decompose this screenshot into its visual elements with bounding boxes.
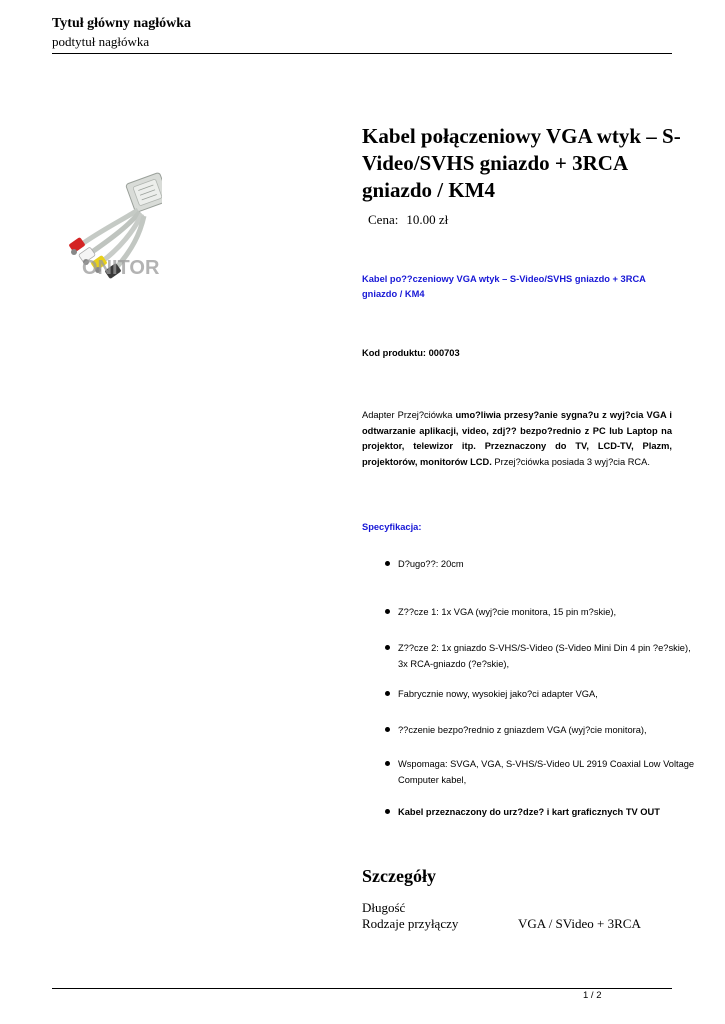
header-title: Tytuł główny nagłówka [52, 16, 191, 31]
details-label-connectors: Rodzaje przyłączy [362, 916, 459, 931]
spec-item [362, 804, 718, 820]
price-label: Cena: [368, 212, 399, 227]
vga-cable-illustration [52, 168, 162, 288]
header-subtitle: podtytuł nagłówka [52, 34, 150, 49]
details-label-length: Długość [362, 900, 406, 915]
description-part-3: Przej?ciówka posiada 3 wyj?cia RCA. [491, 456, 650, 467]
bullet-icon [385, 761, 390, 766]
bullet-icon [385, 561, 390, 566]
product-code: Kod produktu: 000703 [362, 348, 460, 358]
spec-item [362, 686, 698, 702]
spec-item-text: Wspomaga: SVGA, VGA, S-VHS/S-Video UL 2919 Coaxial Low Voltage Computer kabel, [398, 759, 695, 785]
spec-item [362, 756, 698, 788]
spec-item [362, 722, 698, 738]
description-part-2: umo?liwia przesy?anie sygna?u z wyj?cia VGA i odtwarzanie aplikacji, video, zdj?? bezpo?rednio z PC lub Laptop na projektor, telewizor itp. Przeznaczony do TV, LCD-TV, Plazm, projektorów, monitorów LCD. [362, 410, 673, 467]
details-value-connectors: VGA / SVideo + 3RCA [518, 916, 641, 931]
spec-item-text: Fabrycznie nowy, wysokiej jako?ci adapter VGA, [398, 689, 598, 699]
footer-divider [52, 988, 672, 989]
header-divider [52, 53, 672, 54]
spec-item-text: Z??cze 2: 1x gniazdo S-VHS/S-Video (S-Video Mini Din 4 pin ?e?skie), 3x RCA-gniazdo (?e?skie), [398, 643, 691, 669]
price [368, 212, 448, 228]
bullet-icon [385, 609, 390, 614]
bullet-icon [385, 727, 390, 732]
bullet-icon [385, 691, 390, 696]
spec-item-text: D?ugo??: 20cm [398, 559, 464, 569]
product-title: Kabel połączeniowy VGA wtyk – S-Video/SVHS gniazdo + 3RCA gniazdo / KM4 [362, 124, 681, 202]
spec-item-text: ??czenie bezpo?rednio z gniazdem VGA (wyj?cie monitora), [398, 725, 647, 735]
page-number: 1 / 2 [583, 990, 602, 1001]
product-description [362, 408, 672, 470]
spec-heading: Specyfikacja: [362, 522, 422, 532]
spec-item [362, 640, 698, 672]
bullet-icon [385, 809, 390, 814]
spec-item [362, 604, 698, 620]
spec-item-text: Kabel przeznaczony do urz?dze? i kart graficznych TV OUT [398, 807, 660, 817]
description-part-1: Adapter Przej?ciówka [362, 410, 456, 420]
product-image [52, 168, 162, 288]
product-subtitle: Kabel po??czeniowy VGA wtyk – S-Video/SVHS gniazdo + 3RCA gniazdo / KM4 [362, 274, 646, 299]
bullet-icon [385, 645, 390, 650]
price-value: 10.00 zł [406, 212, 449, 227]
spec-item-text: Z??cze 1: 1x VGA (wyj?cie monitora, 15 pin m?skie), [398, 607, 617, 617]
watermark-text: ONITOR [82, 257, 160, 279]
spec-item [362, 556, 698, 572]
details-heading: Szczegóły [362, 866, 436, 886]
